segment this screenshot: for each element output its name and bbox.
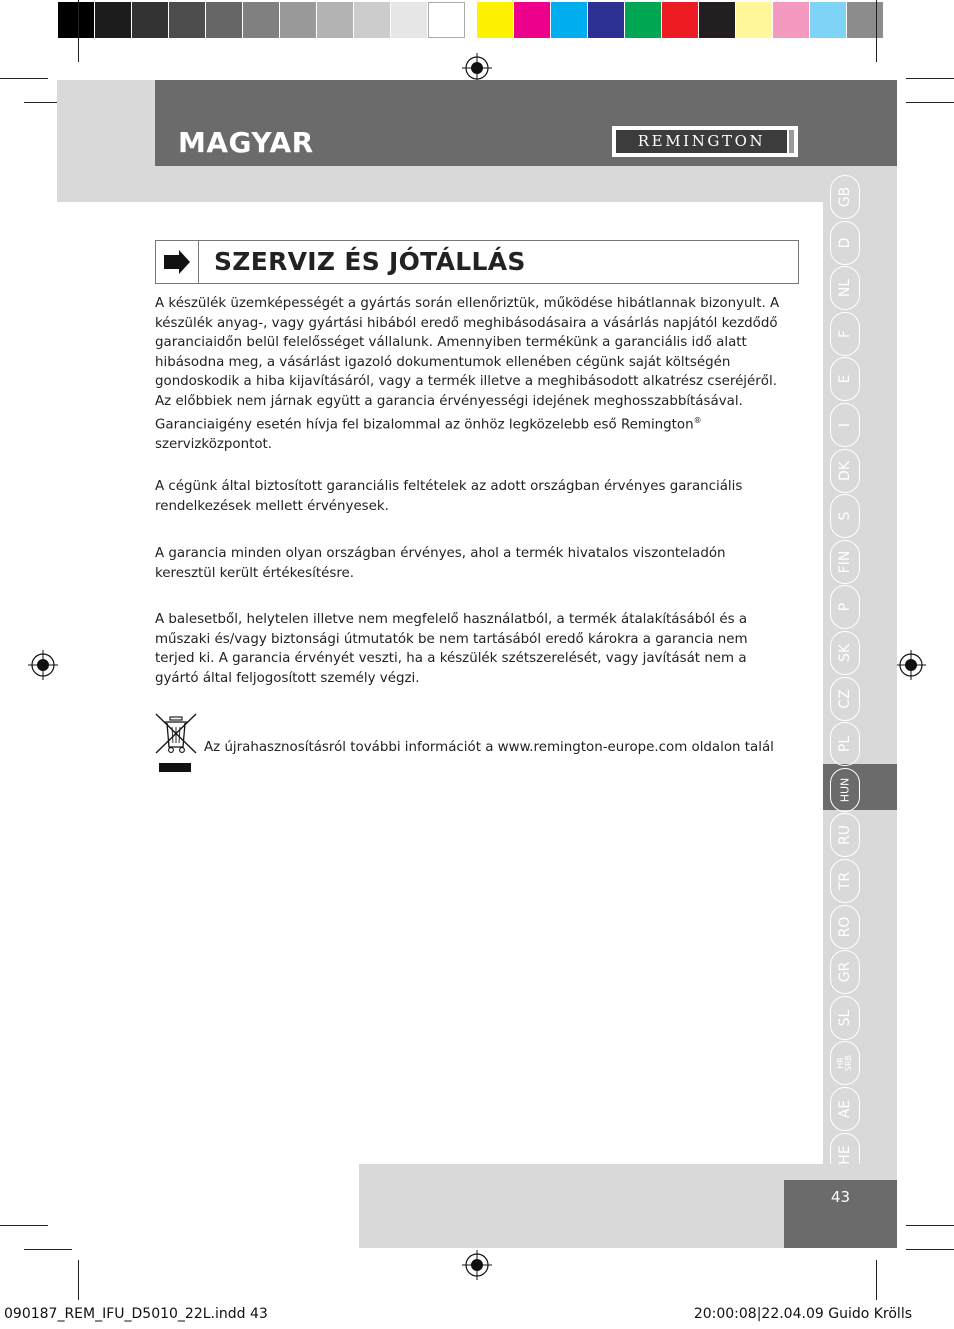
language-tab-nl[interactable] (830, 266, 860, 310)
brand-logo-tab (789, 130, 794, 153)
color-swatch (477, 2, 514, 38)
crossed-bin-icon (155, 713, 197, 775)
language-tab-label: PL (837, 736, 853, 753)
warranty-paragraph-4: A balesetből, helytelen illetve nem megfelelő használatból, a termék átalakításából és a műszaki és/vagy biztonsági útmutatók be nem tartásából eredő károkra a garancia nem terjed ki. A garancia érvényét veszti, ha a készülék szétszerelését, vagy javítását nem a gyártó által feljogosított személy végzi. (155, 612, 748, 686)
brand-logo-text: REMINGTON (616, 130, 787, 153)
language-tab-tr[interactable] (830, 859, 860, 903)
color-swatch (132, 2, 169, 38)
language-tab-pl[interactable] (830, 722, 860, 766)
print-slug-timestamp: 20:00:08|22.04.09 Guido Krölls (693, 1306, 912, 1322)
registration-mark-icon (28, 650, 58, 680)
color-swatch (736, 2, 773, 38)
language-tab-label: RU (837, 825, 853, 846)
language-tab-d[interactable] (830, 221, 860, 265)
color-calibration-bar (58, 2, 884, 38)
language-tab-label: RO (837, 916, 853, 937)
registration-mark-icon (896, 650, 926, 680)
color-swatch (58, 2, 95, 38)
language-tab-e[interactable] (830, 357, 860, 401)
crop-mark (906, 78, 954, 79)
section-title: SZERVIZ ÉS JÓTÁLLÁS (214, 247, 526, 276)
recycling-info: Az újrahasznosításról további információt a www.remington-europe.com oldalon talál (204, 740, 774, 755)
color-swatch (317, 2, 354, 38)
warranty-paragraph-3: A garancia minden olyan országban érvényes, ahol a termék hivatalos viszonteladón keresztül került értékesítésre. (155, 546, 726, 581)
color-swatch (514, 2, 551, 38)
color-swatch (428, 2, 465, 38)
crop-mark (78, 0, 79, 62)
color-swatch (662, 2, 699, 38)
color-swatch (206, 2, 243, 38)
language-tab-gr[interactable] (830, 950, 860, 994)
language-tab-label: D (837, 237, 853, 248)
color-swatch (551, 2, 588, 38)
language-tab-s[interactable] (830, 494, 860, 538)
color-swatch (95, 2, 132, 38)
language-title: MAGYAR (178, 126, 314, 159)
language-tab-label: HR SRB (836, 1055, 853, 1072)
language-tab-f[interactable] (830, 312, 860, 356)
registration-mark-icon (462, 53, 492, 83)
language-tab-label: TR (837, 871, 853, 891)
language-tab-label: S (837, 511, 853, 521)
color-swatch (588, 2, 625, 38)
language-tab-label: I (837, 422, 853, 428)
language-tab-label: GB (837, 186, 853, 208)
language-tab-label: AE (837, 1099, 853, 1119)
registration-mark-icon (462, 1250, 492, 1280)
page-number: 43 (830, 1188, 851, 1206)
language-tab-sk[interactable] (830, 631, 860, 675)
language-tab-sl[interactable] (830, 996, 860, 1040)
brand-logo (612, 126, 798, 157)
color-swatch (391, 2, 428, 38)
crop-mark (876, 1260, 877, 1300)
language-tab-fin[interactable] (830, 540, 860, 584)
language-tab-label: SL (837, 1009, 853, 1027)
language-tab-label: F (837, 329, 853, 338)
crop-mark (0, 78, 48, 79)
section-arrow-cell (155, 240, 199, 284)
language-tab-label: DK (837, 460, 853, 481)
language-tab-label: GR (837, 961, 853, 983)
language-tab-gb[interactable] (830, 175, 860, 219)
language-tab-label: FIN (837, 550, 853, 574)
color-swatch (169, 2, 206, 38)
language-tab-label: HE (837, 1144, 853, 1165)
language-tab-label: SK (837, 643, 853, 663)
crop-mark (906, 1249, 954, 1250)
color-swatch (810, 2, 847, 38)
color-swatch (699, 2, 736, 38)
color-swatch (243, 2, 280, 38)
color-swatch (847, 2, 884, 38)
color-swatch (773, 2, 810, 38)
crop-mark (906, 1225, 954, 1226)
color-swatch (354, 2, 391, 38)
language-tab-ru[interactable] (830, 813, 860, 857)
crop-mark (24, 1249, 72, 1250)
language-tab-hr-srb[interactable] (830, 1041, 860, 1085)
crop-mark (876, 0, 877, 62)
language-tab-cz[interactable] (830, 677, 860, 721)
language-tab-label: CZ (837, 688, 853, 709)
warranty-paragraph-1: A készülék üzemképességét a gyártás során ellenőriztük, működése hibátlannak bizonyult. A készülék anyag-, vagy gyártási hibából eredő meghibásodásaira a vásárlás napjától kezdődő garanciaidőn belül felelősséget vállalunk. Amennyiben termékünk a garanciális idő alatt hibásodna meg, a vásárlást igazoló dokumentumok ellenében cégünk saját költségén gondoskodik a hiba kijavításáról, vagy a termék illetve a meghibásodott alkatrész cseréjéről. Az előbbiek nem járnak együtt a garancia érvényességi idejének meghosszabbításával. Garanciaigény esetén hívja fel bizalommal az önhöz legközelebb eső Remington® szervizközpontot. (155, 296, 780, 452)
crop-mark (78, 1260, 79, 1300)
language-tab-label: HUN (838, 777, 852, 803)
language-tab-ro[interactable] (830, 905, 860, 949)
language-tab-hun[interactable] (830, 768, 860, 812)
crop-mark (906, 102, 954, 103)
language-tab-i[interactable] (830, 403, 860, 447)
language-tab-dk[interactable] (830, 449, 860, 493)
language-tab-label: NL (837, 279, 853, 298)
color-swatch (280, 2, 317, 38)
color-swatch (625, 2, 662, 38)
print-slug-file: 090187_REM_IFU_D5010_22L.indd 43 (4, 1306, 268, 1322)
gray-swatches (58, 2, 465, 38)
language-tab-label: P (837, 603, 853, 612)
language-tab-label: E (837, 374, 853, 384)
language-tab-p[interactable] (830, 585, 860, 629)
warranty-paragraph-2: A cégünk által biztosított garanciális feltételek az adott országban érvényes garanciális rendelkezések mellett érvényesek. (155, 479, 743, 514)
arrow-right-icon (155, 240, 199, 284)
color-swatches (477, 2, 884, 38)
crop-mark (0, 1225, 48, 1226)
language-tab-ae[interactable] (830, 1087, 860, 1131)
